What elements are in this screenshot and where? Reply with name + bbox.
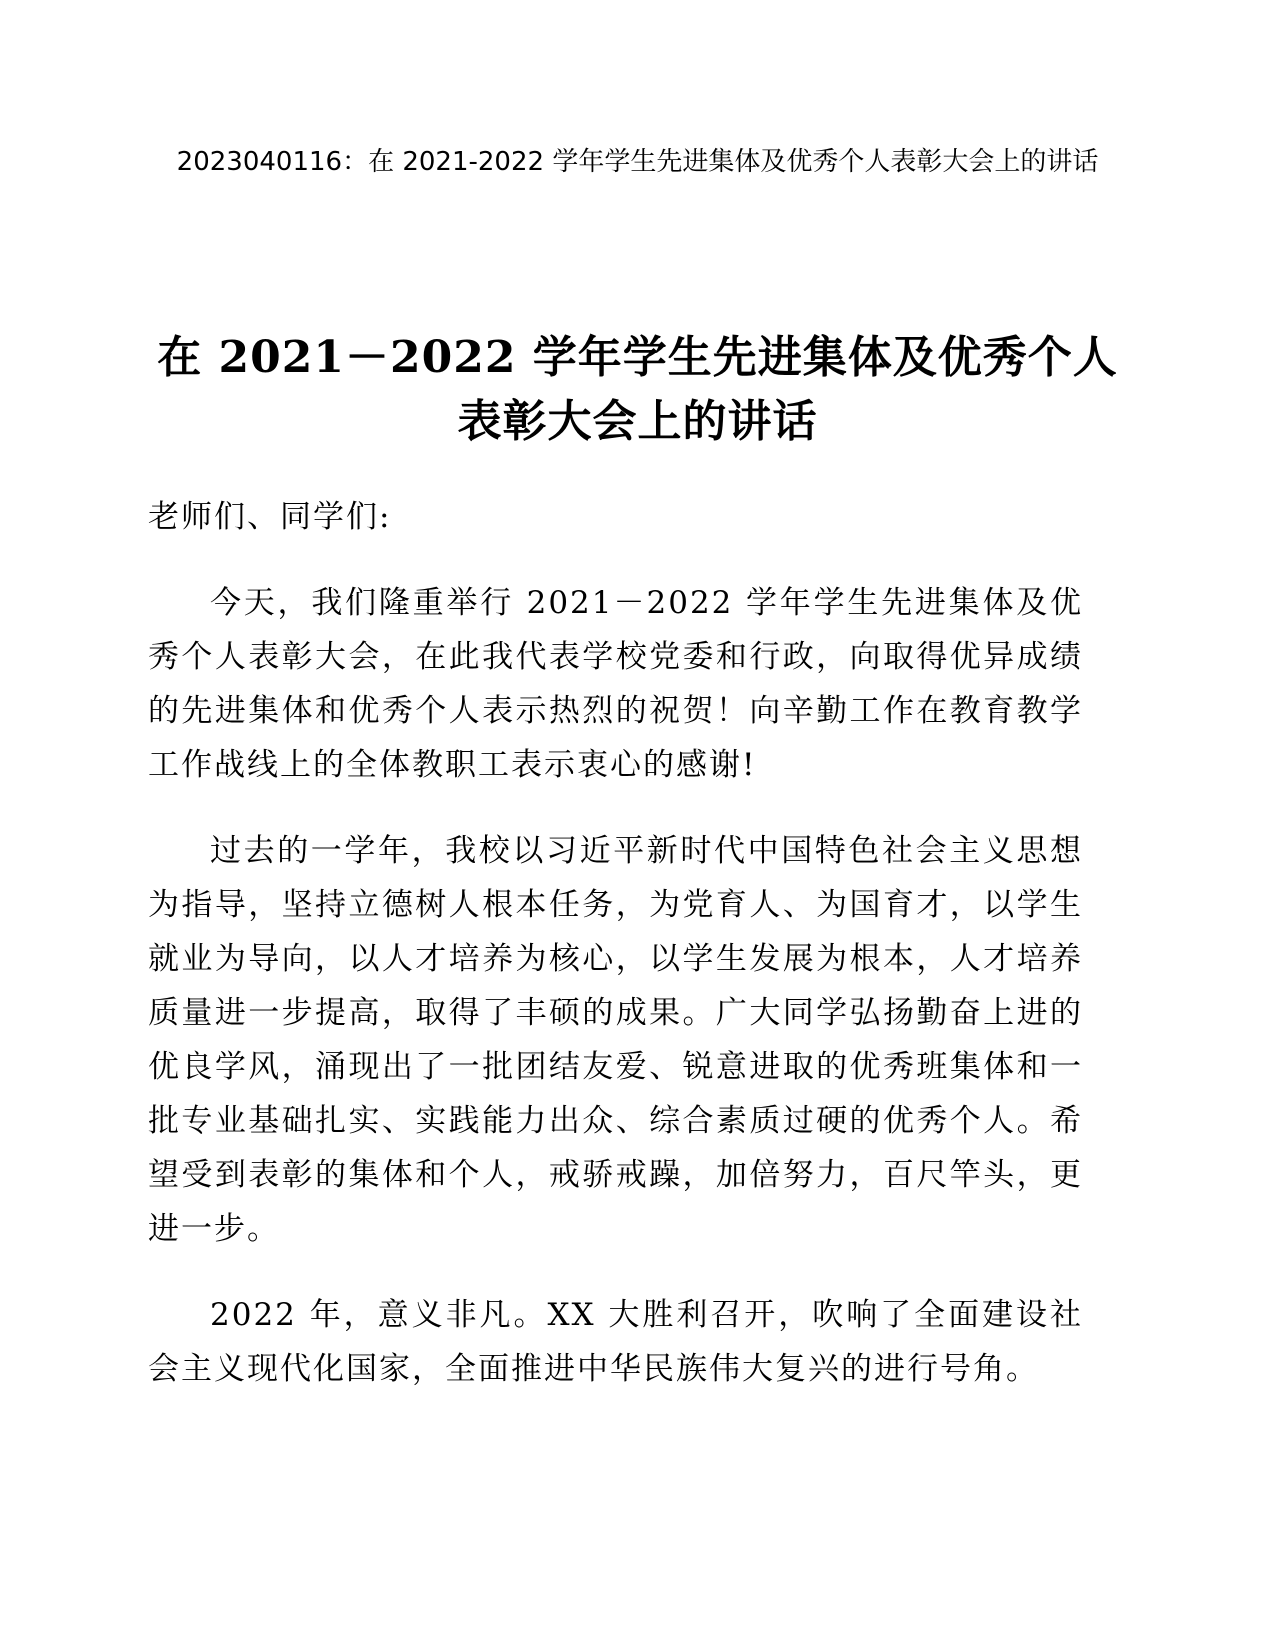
salutation: 老师们、同学们: [148, 499, 392, 535]
paragraph-1: 今天，我们隆重举行 2021－2022 学年学生先进集体及优秀个人表彰大会，在此我代表学校党委和行政，向取得优异成绩的先进集体和优秀个人表示热烈的祝贺！向辛勤工作在教育教学工作战线上的全体教职工表示衷心的感谢! [148, 585, 1083, 783]
paragraph-2: 过去的一学年，我校以习近平新时代中国特色社会主义思想为指导，坚持立德树人根本任务，为党育人、为国育才，以学生就业为导向，以人才培养为核心，以学生发展为根本，人才培养质量进一步提高，取得了丰硕的成果。广大同学弘扬勤奋上进的优良学风，涌现出了一批团结友爱、锐意进取的优秀班集体和一批专业基础扎实、实践能力出众、综合素质过硬的优秀个人。希望受到表彰的集体和个人，戒骄戒躁，加倍努力，百尺竿头，更进一步。 [148, 833, 1083, 1247]
document-header: 2023040116：在 2021-2022 学年学生先进集体及优秀个人表彰大会上的讲话 [176, 147, 1099, 177]
document-body [148, 490, 1083, 1428]
paragraph-3: 2022 年，意义非凡。XX 大胜利召开，吹响了全面建设社会主义现代化国家，全面推进中华民族伟大复兴的进行号角。 [148, 1297, 1083, 1387]
page-title: 在 2021－2022 学年学生先进集体及优秀个人表彰大会上的讲话 [157, 332, 1118, 447]
